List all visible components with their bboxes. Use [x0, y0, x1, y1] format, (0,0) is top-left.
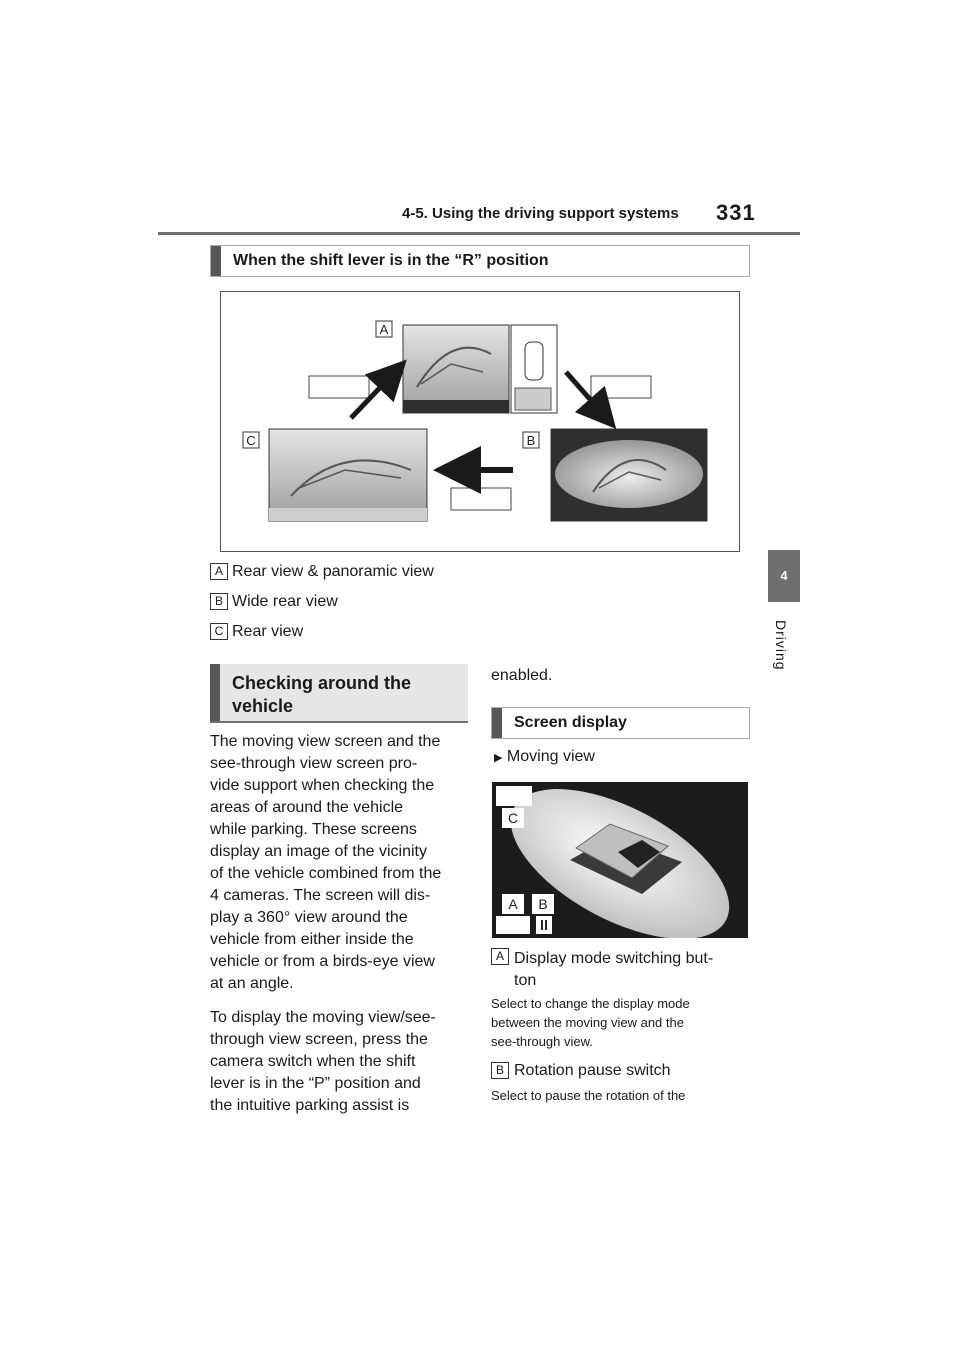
screen-item-note-a: Select to change the display mode between the moving view and the see-through view.	[491, 996, 690, 1049]
figure-label-b: B	[526, 433, 536, 448]
bullet-triangle-icon: ▶	[494, 752, 503, 764]
checking-heading	[210, 664, 468, 723]
header-rule	[158, 232, 800, 235]
figure-label-a: A	[379, 322, 389, 337]
checking-paragraph-1: The moving view screen and the see-through view screen pro- vide support when checking the areas of around the vehicle while parking. These screens display an image of the vicinity of the vehicle combined from the 4 cameras. The screen will dis- play a 360° view around the vehicle from either inside the vehicle or from a birds-eye view at an angle.	[210, 733, 442, 992]
item-text-c: Rear view	[232, 623, 304, 640]
item-text-a: Rear view & panoramic view	[232, 563, 434, 580]
screen-display-heading	[491, 707, 750, 739]
screen-item-note-b: Select to pause the rotation of the	[491, 1088, 686, 1103]
moving-view-illustration	[492, 782, 748, 938]
checking-paragraph-2: To display the moving view/see- through view screen, press the camera switch when the shift lever is in the “P” position and the intuitive parking assist is	[210, 1009, 436, 1114]
screen-c	[269, 429, 427, 521]
checking-heading-text: Checking around the vehicle	[232, 673, 412, 716]
page-number: 331	[716, 200, 756, 225]
item-letter-c: C	[210, 623, 228, 640]
screen-item-text-b: Rotation pause switch	[514, 1062, 671, 1079]
moving-label-c: C	[507, 810, 519, 826]
continued-text: enabled.	[491, 667, 553, 684]
rotation-pause-button[interactable]	[536, 916, 552, 934]
item-letter-a: A	[210, 563, 228, 580]
moving-label-b: B	[538, 896, 548, 912]
figure-label-c: C	[246, 433, 256, 448]
item-letter-b: B	[210, 593, 228, 610]
screen-b	[551, 429, 707, 521]
camera-views-illustration	[221, 292, 739, 551]
screen-item-letter-b: B	[491, 1062, 509, 1079]
checking-body	[210, 731, 470, 1129]
display-mode-button[interactable]	[496, 916, 530, 934]
moving-label-a: A	[508, 896, 518, 912]
moving-view-figure	[492, 782, 748, 938]
chapter-tab: 4	[768, 550, 800, 602]
item-text-b: Wide rear view	[232, 593, 338, 610]
chapter-label: Driving	[773, 620, 789, 671]
screen-item-letter-a: A	[491, 948, 509, 965]
section-title: 4-5. Using the driving support systems	[402, 205, 679, 222]
r-position-heading	[210, 245, 750, 277]
screen-item-text-a: Display mode switching but- ton	[514, 950, 714, 989]
screen-a	[403, 325, 557, 413]
moving-view-bullet: ▶ Moving view	[494, 748, 595, 765]
camera-views-figure	[220, 291, 740, 552]
screen-display-heading-text: Screen display	[514, 714, 627, 731]
r-position-heading-text: When the shift lever is in the “R” position	[233, 252, 549, 269]
